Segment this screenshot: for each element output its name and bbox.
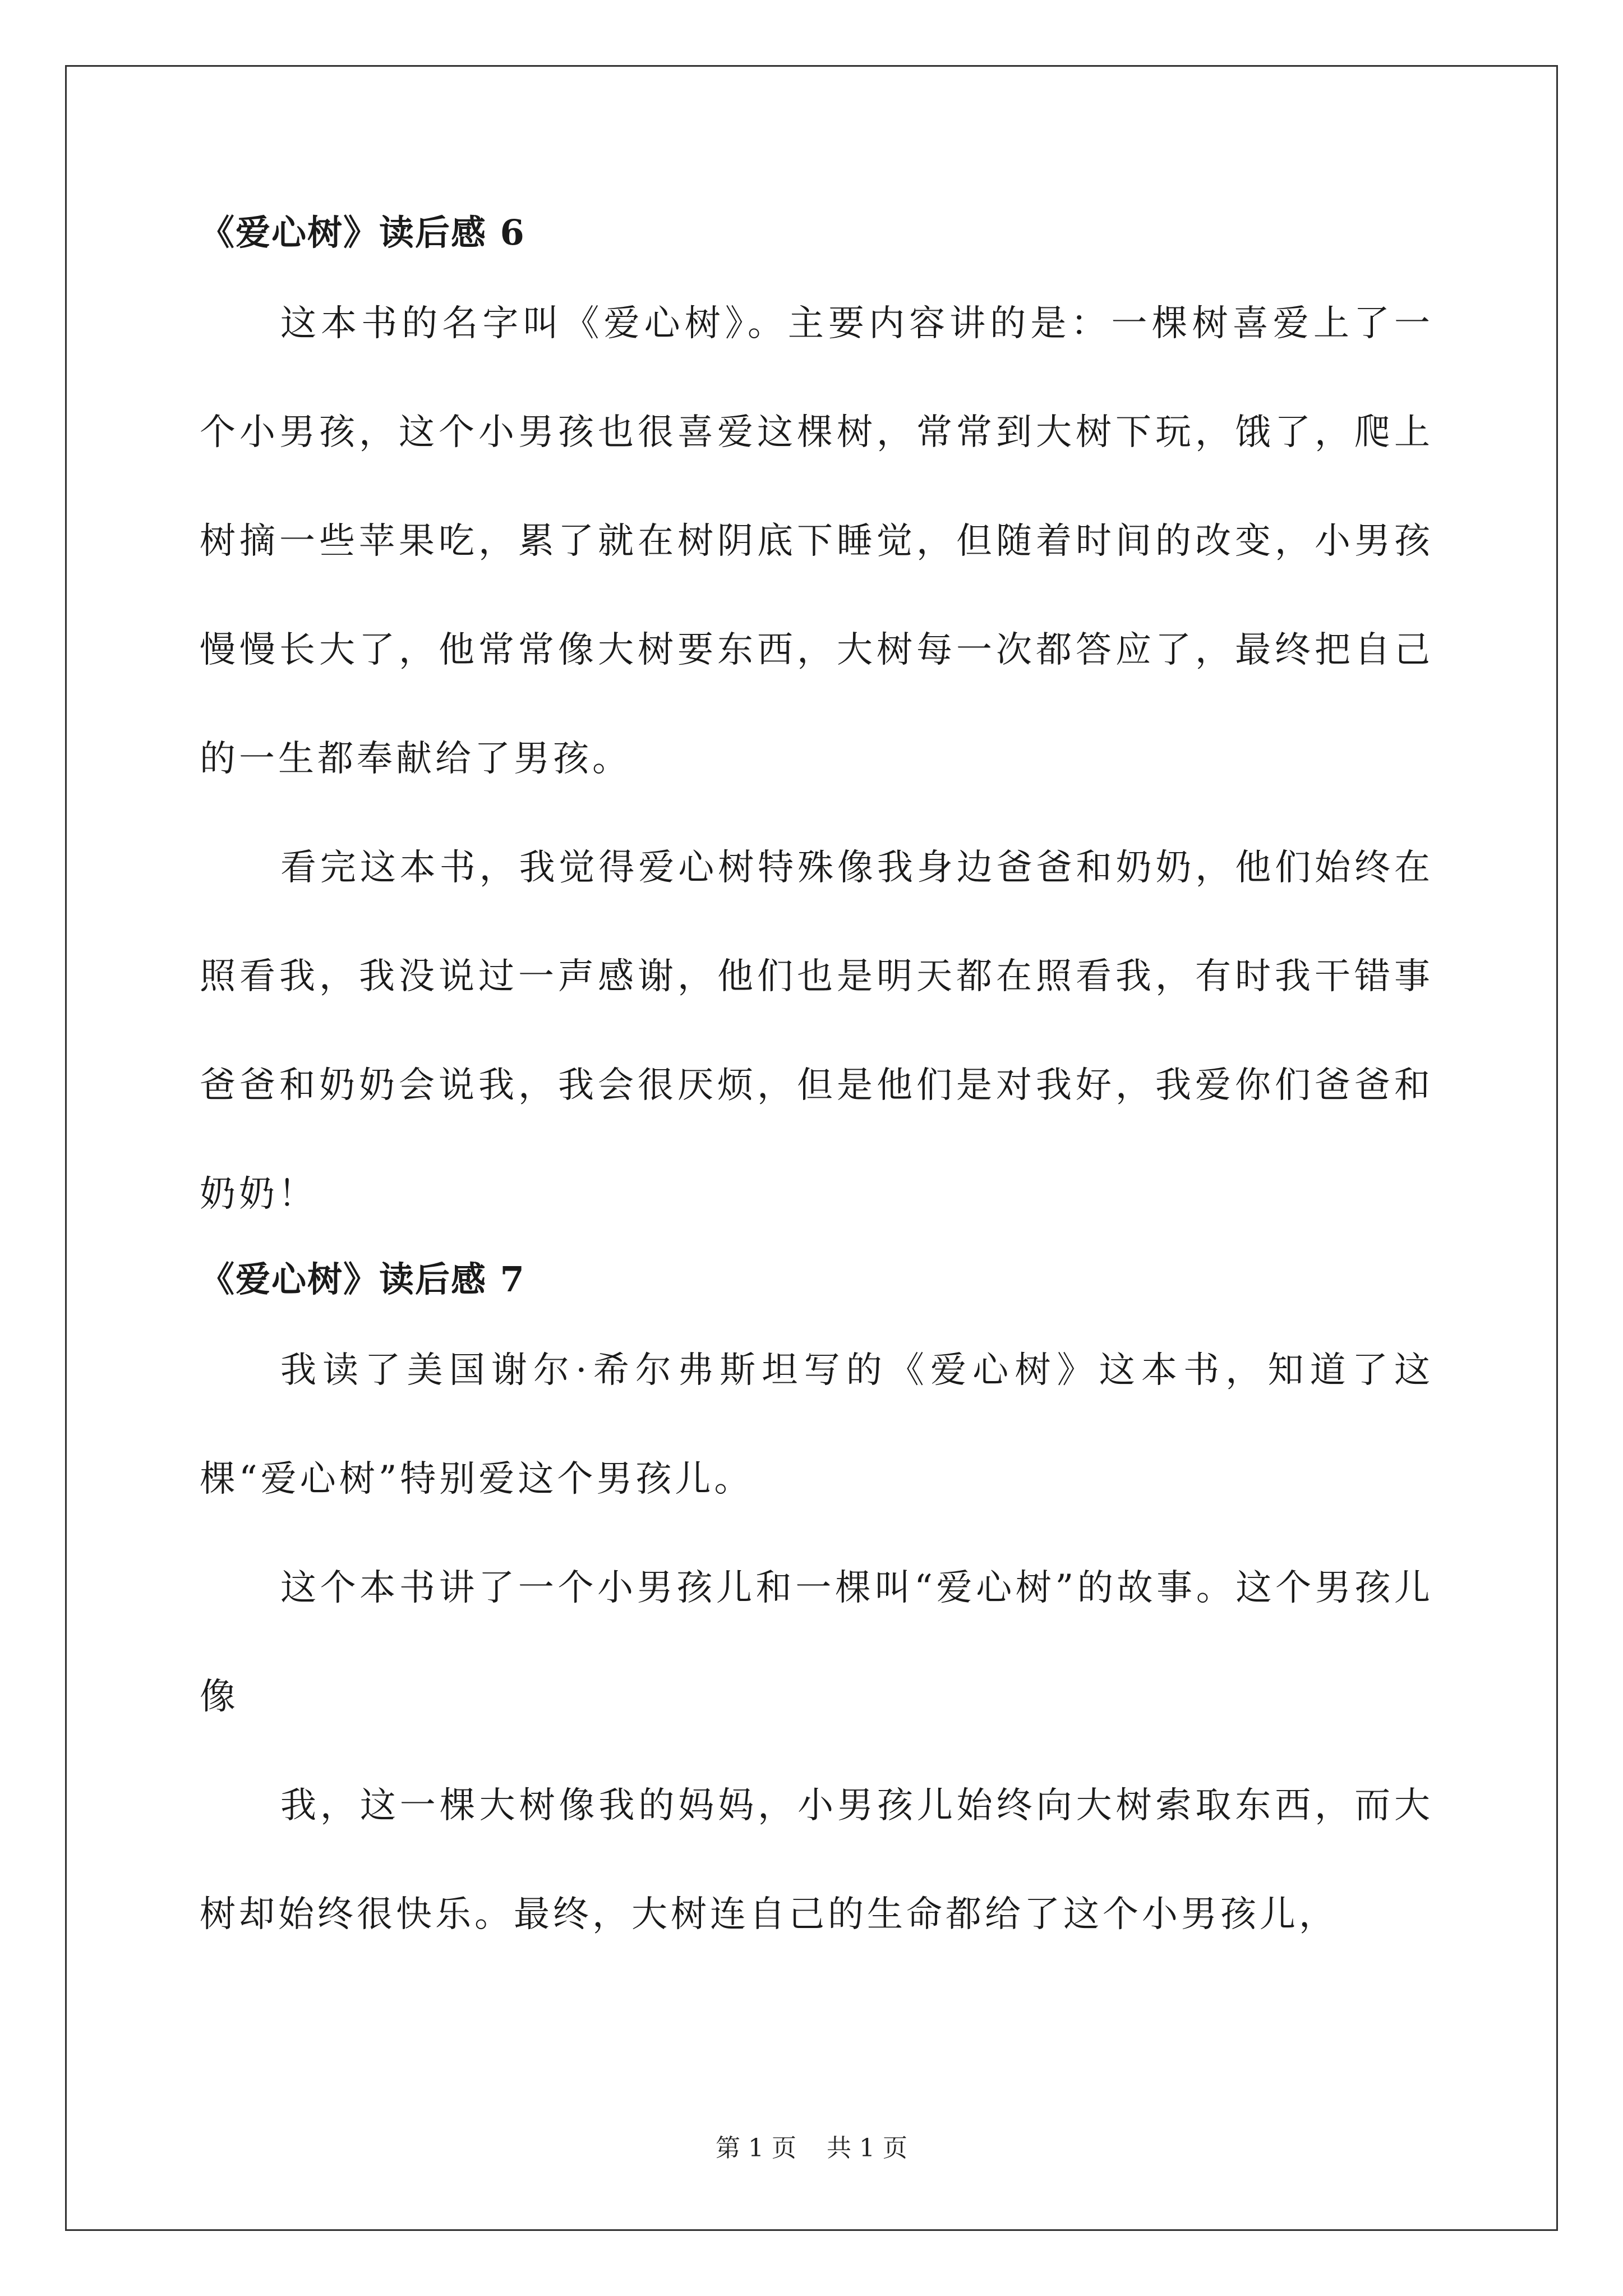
document-body [200,202,1433,1969]
paragraph: 这本书的名字叫《爱心树》。主要内容讲的是：一棵树喜爱上了一个小男孩，这个小男孩也很喜爱这棵树，常常到大树下玩，饿了，爬上树摘一些苹果吃，累了就在树阴底下睡觉，但随着时间的改变，小男孩慢慢长大了，他常常像大树要东西，大树每一次都答应了，最终把自己的一生都奉献给了男孩。 [200,303,1433,780]
paragraph: 看完这本书，我觉得爱心树特殊像我身边爸爸和奶奶，他们始终在照看我，我没说过一声感谢，他们也是明天都在照看我，有时我干错事爸爸和奶奶会说我，我会很厌烦，但是他们是对我好，我爱你们爸爸和奶奶！ [200,847,1433,1215]
page-number: 第 1 页 [716,2134,796,2162]
paragraph: 我读了美国谢尔·希尔弗斯坦写的《爱心树》这本书，知道了这棵“爱心树”特别爱这个男孩儿。 [200,1350,1433,1500]
paragraph: 我，这一棵大树像我的妈妈，小男孩儿始终向大树索取东西，而大树却始终很快乐。最终，大树连自己的生命都给了这个小男孩儿， [200,1785,1433,1935]
page-total: 共 1 页 [827,2134,907,2162]
section-title: 《爱心树》读后感 6 [200,212,525,253]
page-footer [0,2132,1623,2165]
section-title: 《爱心树》读后感 7 [200,1259,525,1300]
paragraph: 这个本书讲了一个小男孩儿和一棵叫“爱心树”的故事。这个男孩儿像 [200,1567,1433,1718]
